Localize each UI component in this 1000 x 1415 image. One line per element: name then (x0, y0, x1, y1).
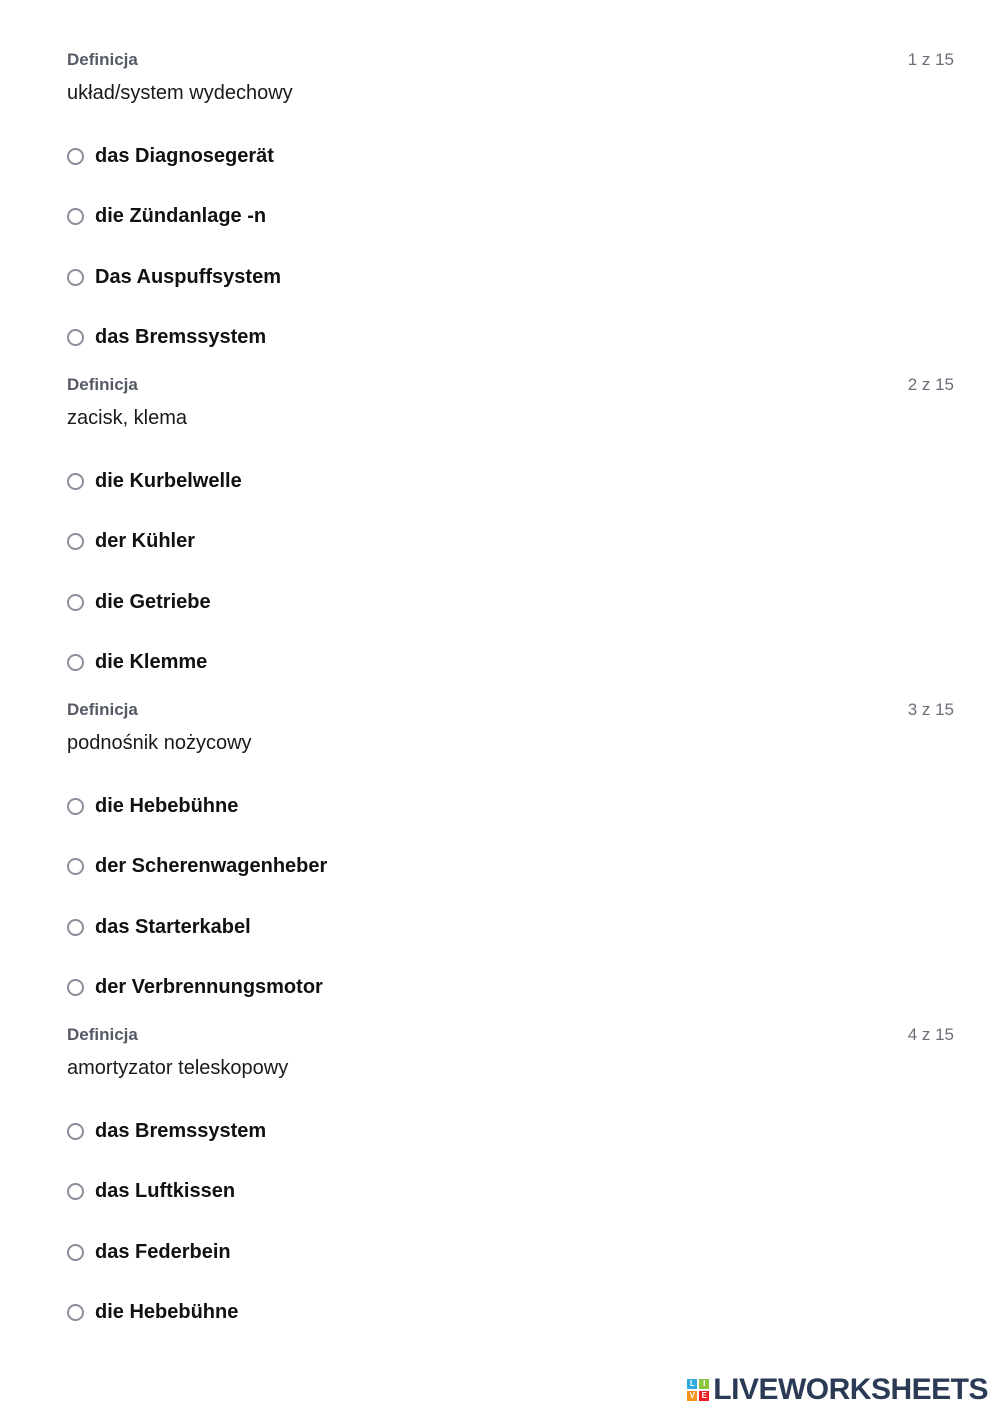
question-block (67, 375, 954, 700)
radio-button-icon[interactable] (67, 1183, 84, 1200)
logo-letter-v: V (687, 1391, 697, 1401)
question-label: Definicja (67, 375, 138, 394)
answer-option-label: Das Auspuffsystem (95, 265, 281, 288)
question-definition: podnośnik nożycowy (67, 732, 252, 754)
question-header (67, 1025, 954, 1049)
answer-option-label: der Kühler (95, 530, 196, 553)
answer-option-label: der Scherenwagenheber (95, 855, 328, 878)
answer-options (67, 776, 954, 1018)
answer-option[interactable] (67, 837, 954, 898)
answer-option-label: die Zündanlage -n (95, 205, 267, 228)
radio-button-icon[interactable] (67, 1244, 84, 1261)
radio-button-icon[interactable] (67, 979, 84, 996)
answer-option[interactable] (67, 308, 954, 369)
logo-letter-e: E (699, 1391, 709, 1401)
answer-option[interactable] (67, 247, 954, 308)
radio-button-icon[interactable] (67, 798, 84, 815)
logo-letter-i: I (699, 1379, 709, 1389)
answer-option-label: der Verbrennungsmotor (95, 976, 323, 999)
question-header (67, 375, 954, 399)
radio-button-icon[interactable] (67, 1123, 84, 1140)
question-counter: 4 z 15 (907, 1025, 954, 1044)
answer-option-label: die Klemme (95, 651, 208, 674)
answer-option[interactable] (67, 633, 954, 694)
quiz-question-list (67, 50, 954, 1350)
answer-option[interactable] (67, 1101, 954, 1162)
question-block (67, 700, 954, 1025)
answer-option-label: das Starterkabel (95, 915, 251, 938)
answer-option[interactable] (67, 451, 954, 512)
answer-option-label: die Hebebühne (95, 794, 239, 817)
answer-option[interactable] (67, 126, 954, 187)
answer-option-label: das Bremssystem (95, 1119, 267, 1142)
liveworksheets-logo (687, 1373, 988, 1407)
answer-options (67, 451, 954, 693)
radio-button-icon[interactable] (67, 533, 84, 550)
question-label: Definicja (67, 700, 138, 719)
answer-option[interactable] (67, 897, 954, 958)
question-definition: zacisk, klema (67, 407, 188, 429)
question-block (67, 1025, 954, 1350)
logo-letter-l: L (687, 1379, 697, 1389)
radio-button-icon[interactable] (67, 594, 84, 611)
answer-option[interactable] (67, 187, 954, 248)
question-header (67, 700, 954, 724)
radio-button-icon[interactable] (67, 208, 84, 225)
question-counter: 1 z 15 (907, 50, 954, 69)
radio-button-icon[interactable] (67, 473, 84, 490)
radio-button-icon[interactable] (67, 329, 84, 346)
answer-option[interactable] (67, 1283, 954, 1344)
answer-option-label: das Federbein (95, 1240, 231, 1263)
answer-option-label: die Kurbelwelle (95, 469, 242, 492)
answer-option[interactable] (67, 958, 954, 1019)
answer-option-label: das Bremssystem (95, 326, 267, 349)
radio-button-icon[interactable] (67, 654, 84, 671)
answer-option[interactable] (67, 512, 954, 573)
answer-option-label: die Getriebe (95, 590, 211, 613)
answer-option[interactable] (67, 1162, 954, 1223)
logo-grid-icon (687, 1379, 709, 1401)
answer-options (67, 126, 954, 368)
question-counter: 2 z 15 (907, 375, 954, 394)
radio-button-icon[interactable] (67, 269, 84, 286)
brand-name: LIVEWORKSHEETS (713, 1373, 988, 1406)
answer-option[interactable] (67, 1222, 954, 1283)
answer-option-label: das Luftkissen (95, 1180, 236, 1203)
radio-button-icon[interactable] (67, 1304, 84, 1321)
question-label: Definicja (67, 1025, 138, 1044)
answer-option[interactable] (67, 776, 954, 837)
answer-option[interactable] (67, 572, 954, 633)
question-header (67, 50, 954, 74)
radio-button-icon[interactable] (67, 919, 84, 936)
question-label: Definicja (67, 50, 138, 69)
question-definition: układ/system wydechowy (67, 82, 293, 104)
answer-option-label: die Hebebühne (95, 1301, 239, 1324)
answer-option-label: das Diagnosegerät (95, 144, 274, 167)
radio-button-icon[interactable] (67, 858, 84, 875)
radio-button-icon[interactable] (67, 148, 84, 165)
question-definition: amortyzator teleskopowy (67, 1057, 289, 1079)
answer-options (67, 1101, 954, 1343)
question-counter: 3 z 15 (907, 700, 954, 719)
question-block (67, 50, 954, 375)
